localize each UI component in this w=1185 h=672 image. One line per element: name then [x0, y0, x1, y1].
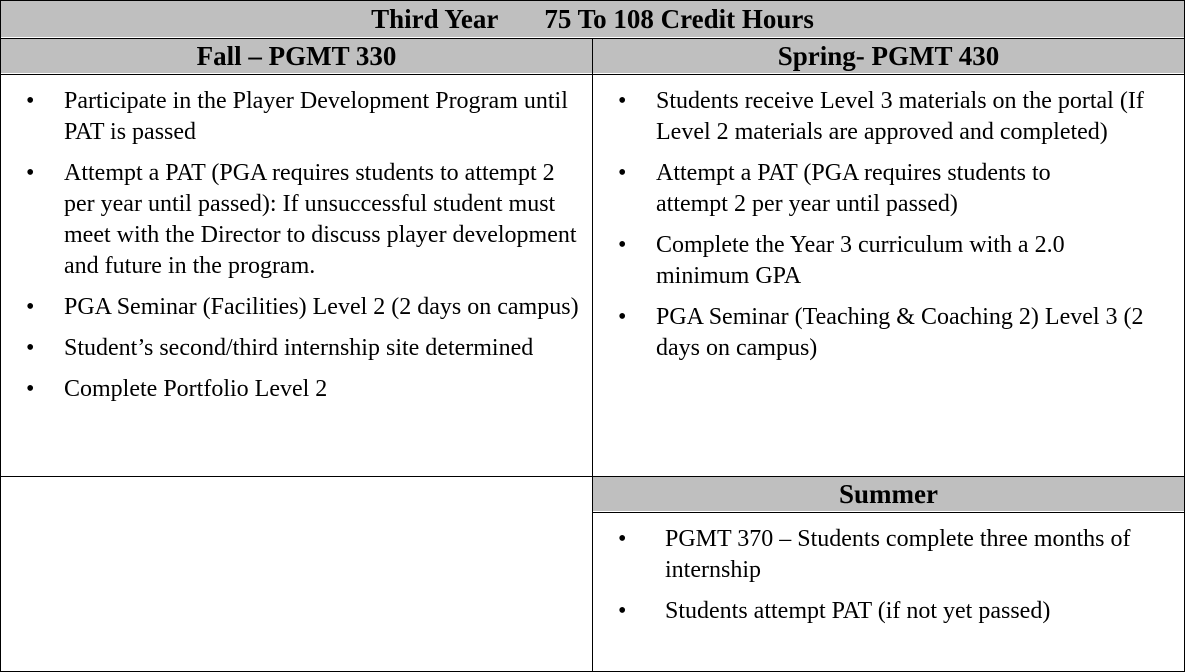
spring-header-label: Spring- PGMT 430 — [777, 40, 1000, 71]
summer-header-label: Summer — [839, 478, 938, 509]
list-item: • Participate in the Player Development Program until PAT is passed — [26, 86, 586, 148]
list-item: • PGA Seminar (Facilities) Level 2 (2 days on campus) — [26, 292, 586, 323]
fall-header-label: Fall – PGMT 330 — [196, 40, 397, 71]
spring-header — [593, 39, 1184, 73]
summer-header — [593, 477, 1184, 511]
divider — [592, 512, 1185, 513]
list-item: • Attempt a PAT (PGA requires students to attempt 2 per year until passed) — [618, 158, 1184, 220]
list-item: • Complete the Year 3 curriculum with a 2.0 minimum GPA — [618, 230, 1184, 292]
list-item: • Students attempt PAT (if not yet passed) — [618, 596, 1178, 627]
fall-header — [1, 39, 592, 73]
list-item: • Students receive Level 3 materials on the portal (If Level 2 materials are approved and completed) — [618, 86, 1184, 148]
fall-list — [26, 86, 586, 415]
title-year: Third Year — [371, 3, 499, 34]
title-header — [1, 1, 1184, 37]
column-divider — [592, 38, 593, 672]
summer-list — [618, 524, 1178, 637]
list-item: • Attempt a PAT (PGA requires students to attempt 2 per year until passed): If unsuccessful student must meet with the Director to discuss player development and future in the program. — [26, 158, 586, 282]
spring-list — [618, 86, 1184, 374]
list-item: • Student’s second/third internship site determined — [26, 333, 586, 364]
title-credits: 75 To 108 Credit Hours — [544, 3, 814, 34]
list-item: • PGMT 370 – Students complete three months of internship — [618, 524, 1178, 586]
list-item: • Complete Portfolio Level 2 — [26, 374, 586, 405]
list-item: • PGA Seminar (Teaching & Coaching 2) Level 3 (2 days on campus) — [618, 302, 1184, 364]
